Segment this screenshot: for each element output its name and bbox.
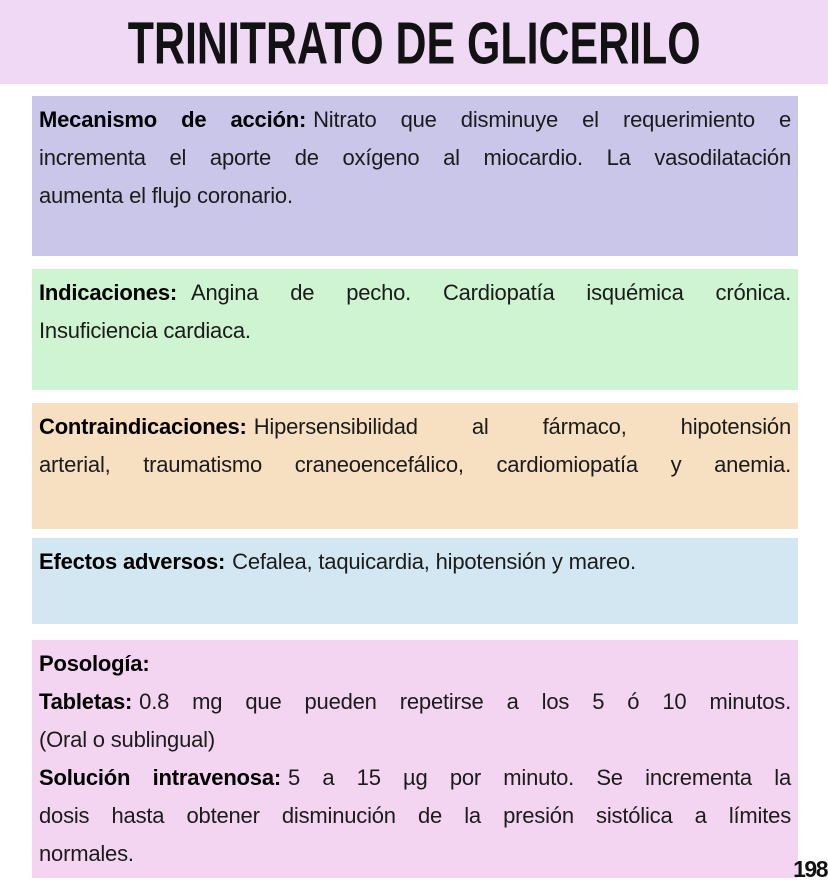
text-line bbox=[39, 408, 791, 446]
section-label: Solución intravenosa: bbox=[39, 765, 281, 790]
section-label: Efectos adversos: bbox=[39, 549, 226, 574]
card-header bbox=[0, 0, 828, 84]
section-contraindicaciones bbox=[32, 403, 798, 529]
section-indicaciones bbox=[32, 269, 798, 390]
page-title: TRINITRATO DE GLICERILO bbox=[127, 9, 701, 77]
section-posologia bbox=[32, 640, 798, 878]
section-efectos-adversos bbox=[32, 538, 798, 624]
text-line: Insuficiencia cardiaca. bbox=[39, 318, 251, 343]
text-run: Cefalea, taquicardia, hipotensión y mareo. bbox=[232, 549, 636, 574]
page-number: 198 bbox=[793, 856, 827, 882]
text-line: (Oral o sublingual) bbox=[39, 727, 215, 752]
text-line bbox=[39, 759, 791, 797]
text-line: aumenta el flujo coronario. bbox=[39, 183, 293, 208]
section-label: Contraindicaciones: bbox=[39, 414, 247, 439]
text-line: normales. bbox=[39, 841, 134, 866]
section-mecanismo-de-accion bbox=[32, 96, 798, 256]
text-line bbox=[39, 101, 791, 139]
text-run: Angina de pecho. Cardiopatía isquémica crónica. bbox=[191, 280, 791, 305]
text-line bbox=[39, 683, 791, 721]
text-line: dosis hasta obtener disminución de la presión sistólica a límites bbox=[39, 803, 791, 828]
text-run: 5 a 15 µg por minuto. Se incrementa la bbox=[288, 765, 791, 790]
text-run: 0.8 mg que pueden repetirse a los 5 ó 10 minutos. bbox=[139, 689, 791, 714]
text-line: incrementa el aporte de oxígeno al miocardio. La vasodilatación bbox=[39, 145, 791, 170]
text-line: arterial, traumatismo craneoencefálico, cardiomiopatía y anemia. bbox=[39, 452, 791, 477]
text-run: Nitrato que disminuye el requerimiento e bbox=[313, 107, 791, 132]
text-run: Hipersensibilidad al fármaco, hipotensión bbox=[253, 414, 791, 439]
text-line bbox=[39, 543, 791, 581]
section-label: Posología: bbox=[39, 651, 150, 676]
text-line bbox=[39, 645, 791, 683]
section-label: Mecanismo de acción: bbox=[39, 107, 307, 132]
section-label: Indicaciones: bbox=[39, 280, 177, 305]
text-line bbox=[39, 274, 791, 312]
section-label: Tabletas: bbox=[39, 689, 133, 714]
